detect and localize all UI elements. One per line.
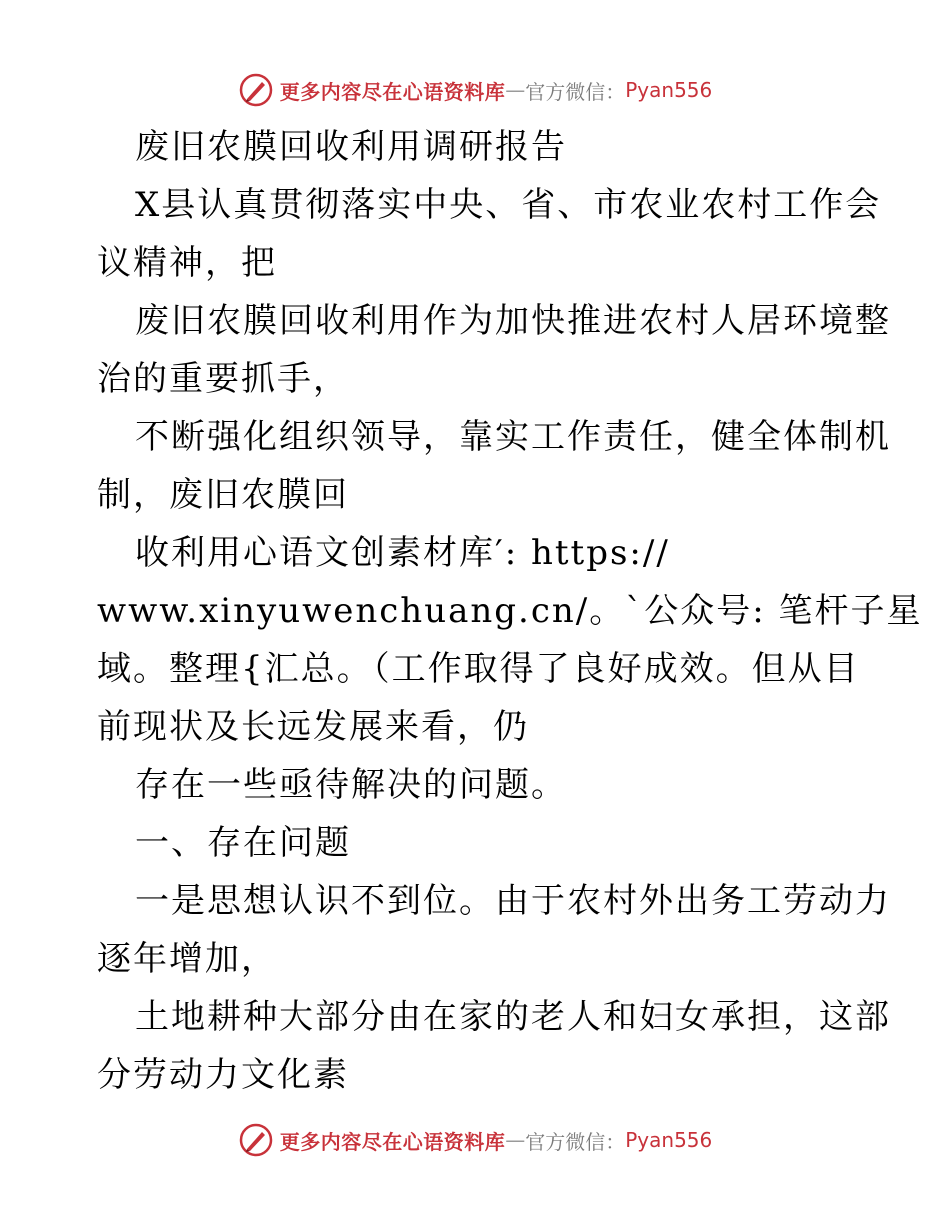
- banner-label-text: 官方微信：: [525, 1129, 626, 1154]
- banner-dash: —: [505, 78, 526, 102]
- doc-line: 收利用心语文创素材库′: https://: [135, 533, 670, 573]
- doc-line: 废旧农膜回收利用作为加快推进农村人居环境整: [135, 301, 891, 341]
- banner-label-text: 官方微信：: [525, 79, 626, 104]
- banner-main-text: 更多内容尽在心语资料库: [279, 1129, 506, 1154]
- doc-line: 存在一些亟待解决的问题。: [135, 765, 567, 805]
- doc-line: 一、存在问题: [135, 823, 351, 863]
- doc-line: 治的重要抓手，: [97, 359, 349, 399]
- banner-wechat-id: Pyan556: [625, 78, 713, 102]
- doc-line: X县认真贯彻落实中央、省、市农业农村工作会: [135, 185, 882, 225]
- doc-line: www.xinyuwenchuang.cn/。`公众号: 笔杆子星: [97, 591, 923, 631]
- doc-line: 废旧农膜回收利用调研报告: [135, 127, 567, 167]
- document-body: [97, 118, 923, 1104]
- pen-logo-icon: [238, 1122, 274, 1158]
- banner-dash: —: [505, 1128, 526, 1152]
- doc-line: 议精神，把: [97, 243, 277, 283]
- banner-wechat-id: Pyan556: [625, 1128, 713, 1152]
- pen-logo-icon: [238, 72, 274, 108]
- doc-line: 不断强化组织领导，靠实工作责任，健全体制机: [135, 417, 891, 457]
- header-banner: [0, 70, 950, 110]
- doc-line: 前现状及长远发展来看，仍: [97, 707, 529, 747]
- doc-line: 土地耕种大部分由在家的老人和妇女承担，这部: [135, 997, 891, 1037]
- banner-main-text: 更多内容尽在心语资料库: [279, 79, 506, 104]
- doc-line: 制，废旧农膜回: [97, 475, 349, 515]
- doc-line: 逐年增加，: [97, 939, 277, 979]
- footer-banner: [0, 1120, 950, 1160]
- doc-line: 分劳动力文化素: [97, 1055, 349, 1095]
- doc-line: 一是思想认识不到位。由于农村外出务工劳动力: [135, 881, 891, 921]
- doc-line: 域。整理{汇总。（工作取得了良好成效。但从目: [97, 649, 860, 689]
